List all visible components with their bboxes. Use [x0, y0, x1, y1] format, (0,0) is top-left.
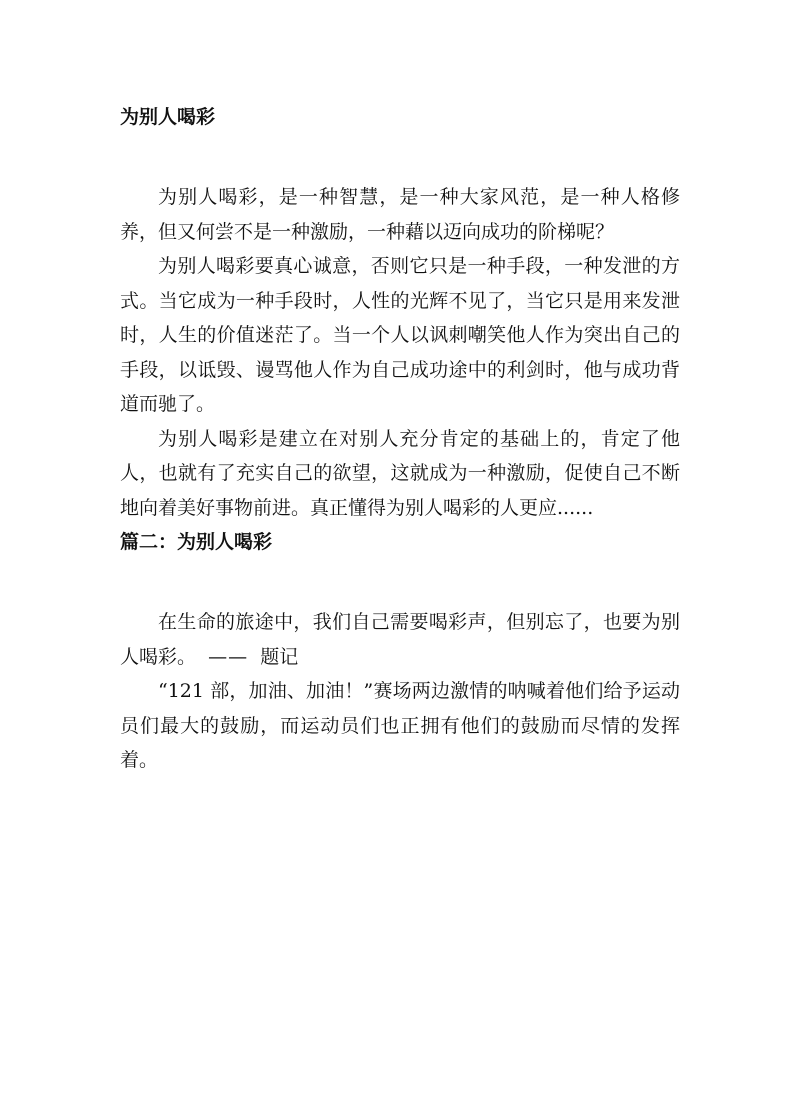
paragraph: 为别人喝彩，是一种智慧，是一种大家风范，是一种人格修养，但又何尝不是一种激励，一种藉以迈向成功的阶梯呢？	[120, 186, 680, 243]
paragraph: 为别人喝彩是建立在对别人充分肯定的基础上的，肯定了他人，也就有了充实自己的欲望，这就成为一种激励，促使自己不断地向着美好事物前进。真正懂得为别人喝彩的人更应......	[120, 427, 680, 519]
epigraph	[120, 605, 680, 674]
epigraph-source: 题记	[260, 645, 299, 668]
paragraph: 为别人喝彩要真心诚意，否则它只是一种手段，一种发泄的方式。当它成为一种手段时，人性的光辉不见了，当它只是用来发泄时，人生的价值迷茫了。当一个人以讽刺嘲笑他人作为突出自己的手段，以诋毁、谩骂他人作为自己成功途中的利剑时，他与成功背道而驰了。	[120, 255, 680, 415]
document-page	[120, 100, 680, 778]
section-title: 为别人喝彩	[120, 106, 216, 128]
section-title: 篇二：为别人喝彩	[120, 531, 273, 553]
paragraph: “121 部，加油、加油！”赛场两边激情的呐喊着他们给予运动员们最大的鼓励，而运动员们也正拥有他们的鼓励而尽情的发挥着。	[120, 680, 680, 771]
epigraph-dash: ——	[208, 645, 249, 668]
epigraph-text: 在生命的旅途中，我们自己需要喝彩声，但别忘了，也要为别人喝彩。	[120, 611, 680, 668]
